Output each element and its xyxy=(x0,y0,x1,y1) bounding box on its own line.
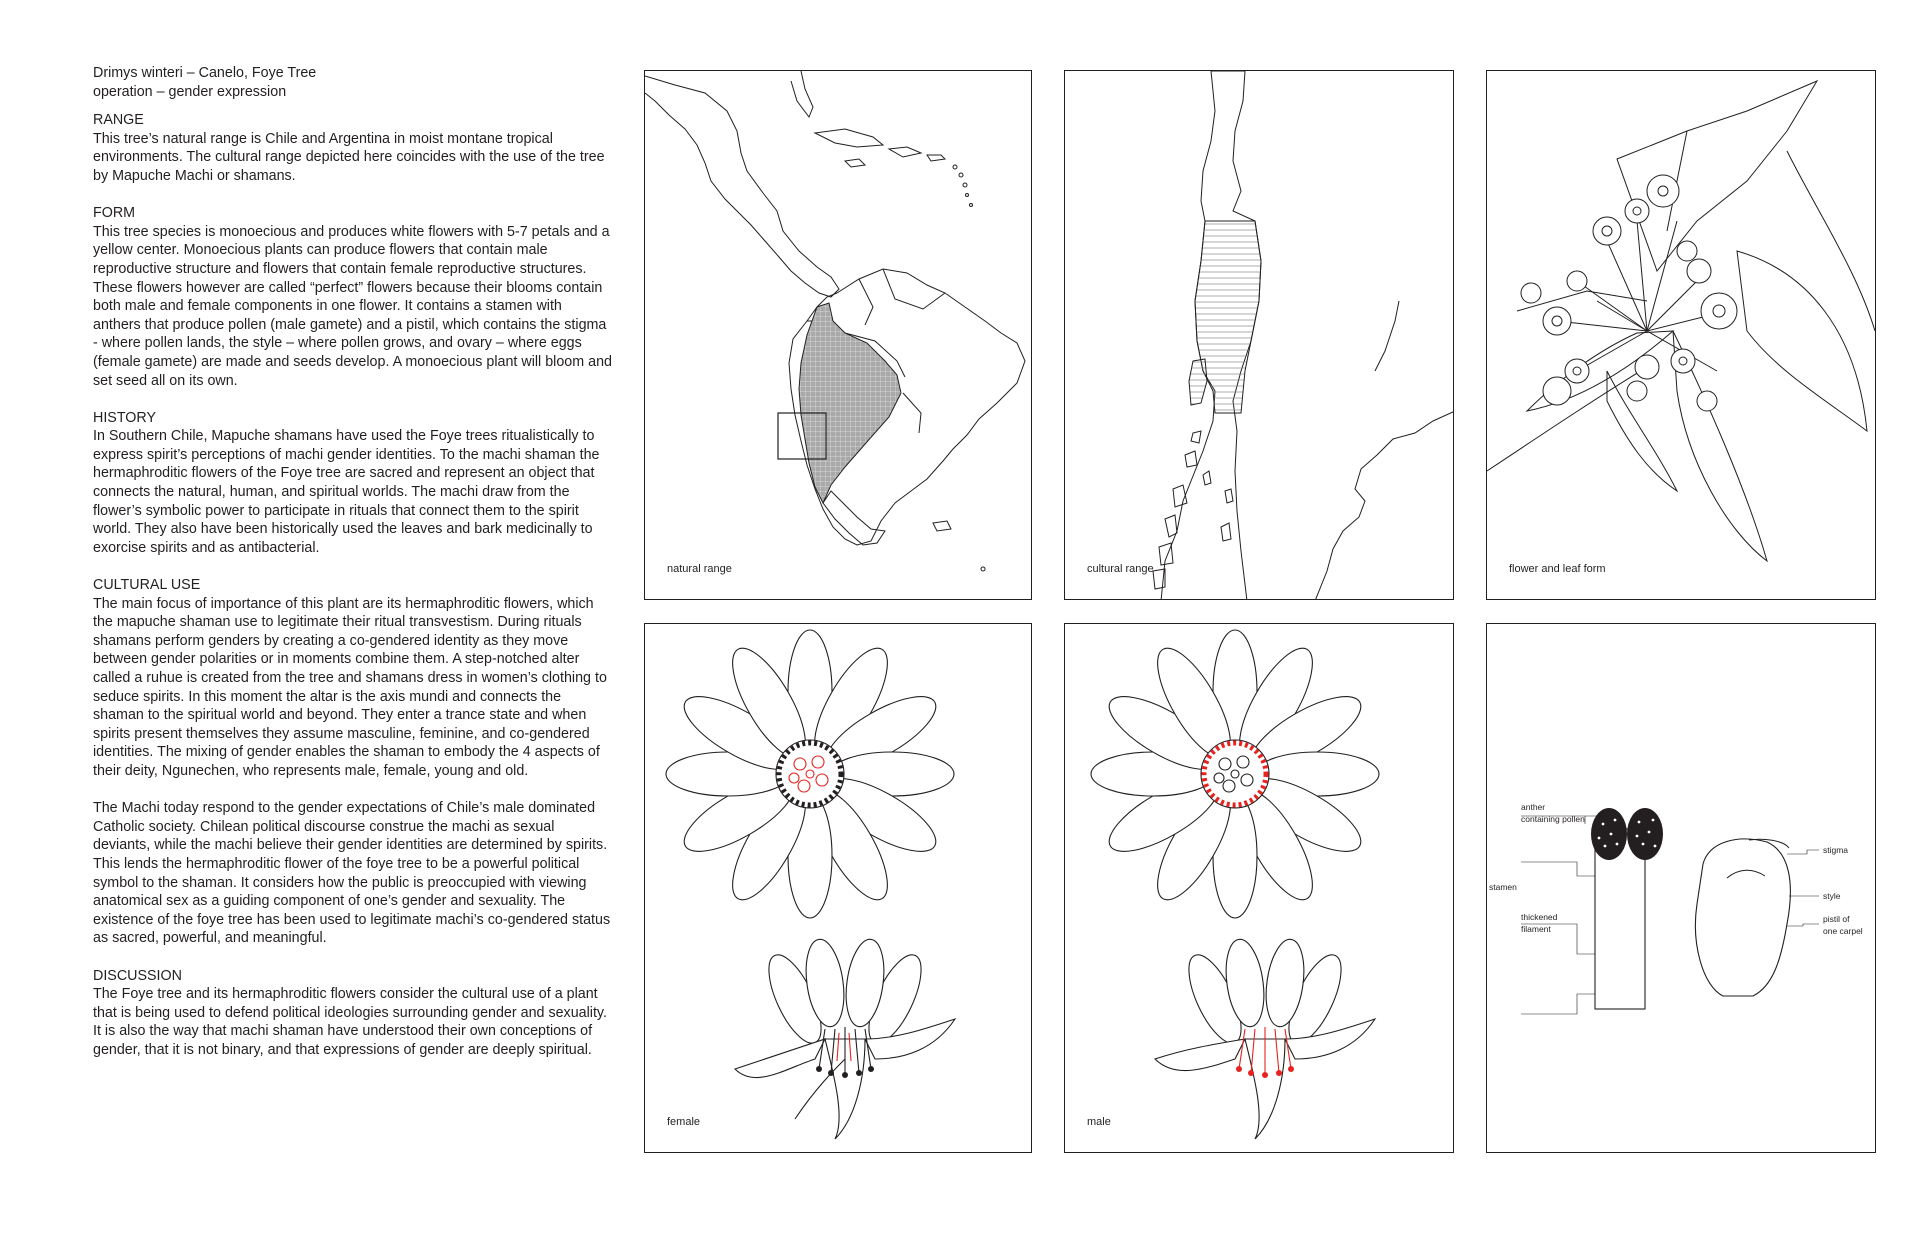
section-body: The Machi today respond to the gender expectations of Chile’s male dominated Catholic society. Chilean political discourse construe the machi as sexual deviants, while the machi believe their gender identities are determined by spirits. This lends the hermaphroditic flower of the foye tree to be a powerful political symbol to the shaman. It considers how the public is preoccupied with viewing anatomical sex as a guiding component of one’s gender and sexuality. The existence of the foye tree has been used to legitimate machi’s co-gendered status as sacred, powerful, and meaningful. xyxy=(93,800,611,947)
section-body: In Southern Chile, Mapuche shamans have used the Foye trees ritualistically to express spirit’s perceptions of machi gender identities. To the machi shaman the hermaphroditic flowers of the Foye tree are sacred and represent an object that connects the natural, human, and spiritual worlds. The machi draw from the flower’s symbolic power to participate in rituals that connect them to the spirit world. They also have been historically used the leaves and bark medicinally to exorcise spirits and as antibacterial. xyxy=(93,428,600,556)
section-heading: RANGE xyxy=(93,112,144,129)
section-heading: FORM xyxy=(93,205,136,222)
section-heading: DISCUSSION xyxy=(93,967,182,984)
label-one-carpel: one carpel xyxy=(1823,926,1863,936)
south-america-map xyxy=(645,71,1032,600)
section-form xyxy=(93,204,613,390)
section-body: The Foye tree and its hermaphroditic flowers consider the cultural use of a plant that is being used to defend political ideologies surrounding gender and sexuality. It is also the way that machi shaman have understood their own conceptions of gender, that it is not binary, and that expressions of gender are deeply spiritual. xyxy=(93,986,607,1058)
document-title xyxy=(93,64,613,101)
panel-cultural-range xyxy=(1064,70,1454,600)
panel-label: natural range xyxy=(667,563,732,575)
panel-label: female xyxy=(667,1116,701,1128)
label-stamen: stamen xyxy=(1489,882,1517,892)
panel-flower-leaf xyxy=(1486,70,1876,600)
stamen-drawing xyxy=(1591,808,1663,1009)
female-flower-drawing xyxy=(645,624,1032,1153)
label-filament: filament xyxy=(1521,924,1551,934)
panel-label: flower and leaf form xyxy=(1509,563,1606,575)
label-pistil-of: pistil of xyxy=(1823,914,1850,924)
panel-female xyxy=(644,623,1032,1153)
panel-reproductive-diagram xyxy=(1486,623,1876,1153)
text-column xyxy=(93,64,613,1078)
flower-leaf-drawing xyxy=(1487,71,1876,600)
section-discussion xyxy=(93,967,613,1060)
panel-natural-range xyxy=(644,70,1032,600)
label-thickened: thickened xyxy=(1521,912,1558,922)
section-body: The main focus of importance of this plant are its hermaphroditic flowers, which the mapuche shaman use to legitimate their ritual transvestism. During rituals shamans perform genders by creating a co-gendered identity as they move between gender polarities or in moments combine them. A step-notched alter called a ruhue is created from the tree and shamans dress in women’s clothing to seduce spirits. In this moment the altar is the axis mundi and connects the shaman to the spiritual world and beyond. They enter a trance state and when spirits present themselves they assume masculine, feminine, and co-gendered identities. The mixing of gender enables the shaman to embody the 4 aspects of their deity, Ngunechen, who represents male, female, young and old. xyxy=(93,595,607,779)
section-heading: CULTURAL USE xyxy=(93,577,201,594)
pistil-drawing xyxy=(1695,839,1790,996)
male-flower-drawing xyxy=(1065,624,1454,1153)
section-range xyxy=(93,111,613,185)
panel-male xyxy=(1064,623,1454,1153)
label-anther: anther xyxy=(1521,802,1546,812)
title-line-1: Drimys winteri – Canelo, Foye Tree xyxy=(93,65,317,81)
section-machi-today xyxy=(93,799,613,948)
panel-label: cultural range xyxy=(1087,563,1154,575)
chile-detail-map xyxy=(1065,71,1454,600)
panel-label: male xyxy=(1087,1116,1111,1128)
label-containing-pollen: containing pollen xyxy=(1521,814,1585,824)
section-cultural-use xyxy=(93,576,613,781)
label-style: style xyxy=(1823,891,1841,901)
section-history xyxy=(93,409,613,558)
stamen-pistil-diagram xyxy=(1487,624,1876,1153)
section-body: This tree’s natural range is Chile and Argentina in moist montane tropical environments. The cultural range depicted here coincides with the use of the tree by Mapuche Machi or shamans. xyxy=(93,130,605,184)
section-body: This tree species is monoecious and produces white flowers with 5-7 petals and a yellow center. Monoecious plants can produce flowers that contain male reproductive structure and flowers that contain female reproductive structures. These flowers however are called “perfect” flowers because their blooms contain both male and female components in one flower. It contains a stamen with anthers that produce pollen (male gamete) and a pistil, which contains the stigma - where pollen lands, the style – where pollen grows, and ovary – where eggs (female gamete) are made and seeds develop. A monoecious plant will bloom and set seed all on its own. xyxy=(93,223,612,389)
title-line-2: operation – gender expression xyxy=(93,83,287,100)
section-heading: HISTORY xyxy=(93,409,157,426)
range-shading xyxy=(799,303,901,503)
label-stigma: stigma xyxy=(1823,845,1849,855)
